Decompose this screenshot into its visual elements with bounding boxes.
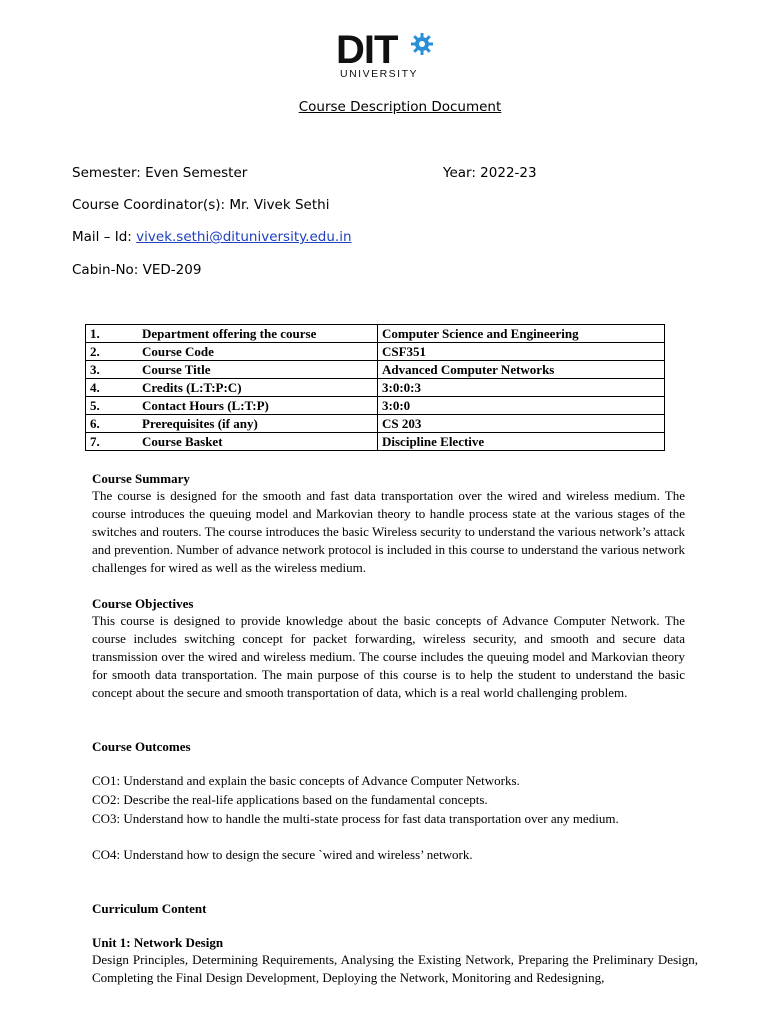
objectives-text: This course is designed to provide knowledge about the basic concepts of Advance Computer Network. The course includes switching concept for packet forwarding, wireless security, and smooth and secure data transmission over the wired and wireless medium. The course includes the queuing model and Markovian theory for smooth data transportation. The main purpose of this course is to help the student to understand the basic concept about the secure and smooth transportation of data, which is a real world challenging problem. — [92, 613, 685, 700]
table-row — [86, 325, 665, 343]
row-value: Discipline Elective — [378, 433, 665, 451]
summary-text: The course is designed for the smooth and fast data transportation over the wired and wireless medium. The course introduces the queuing model and Markovian theory to handle process state at the various stages of the switches and routers. The course introduces the basic Wireless security to understand the various network’s attack and prevention. Number of advance network protocol is included in this course to understand the various network challenges for wired as well as the wireless medium. — [92, 488, 685, 575]
row-number: 4. — [86, 379, 139, 397]
row-label: Course Title — [138, 361, 378, 379]
document-title: Course Description Document — [298, 99, 502, 115]
unit1-heading: Unit 1: Network Design — [92, 935, 224, 950]
gear-icon — [410, 32, 434, 61]
course-info-table — [85, 324, 665, 451]
outcome-item: CO3: Understand how to handle the multi-state process for fast data transportation over any medium. — [92, 811, 619, 826]
outcome-item: CO2: Describe the real-life applications based on the fundamental concepts. — [92, 792, 488, 807]
coordinator-field: Course Coordinator(s): Mr. Vivek Sethi — [72, 197, 330, 213]
row-value: CS 203 — [378, 415, 665, 433]
row-label: Department offering the course — [138, 325, 378, 343]
row-label: Contact Hours (L:T:P) — [138, 397, 378, 415]
logo-text: DIT — [336, 28, 398, 72]
row-label: Course Code — [138, 343, 378, 361]
table-row — [86, 415, 665, 433]
row-value: 3:0:0:3 — [378, 379, 665, 397]
row-number: 3. — [86, 361, 139, 379]
objectives-heading: Course Objectives — [92, 596, 194, 611]
semester-field: Semester: Even Semester — [72, 165, 248, 181]
row-number: 6. — [86, 415, 139, 433]
row-number: 2. — [86, 343, 139, 361]
cabin-field: Cabin-No: VED-209 — [72, 262, 202, 278]
row-value: 3:0:0 — [378, 397, 665, 415]
university-logo — [334, 30, 434, 82]
table-row — [86, 361, 665, 379]
row-label: Course Basket — [138, 433, 378, 451]
outcome-item: CO4: Understand how to design the secure `wired and wireless’ network. — [92, 847, 473, 862]
logo-subtext: UNIVERSITY — [340, 68, 419, 80]
row-number: 7. — [86, 433, 139, 451]
table-row — [86, 397, 665, 415]
row-value: Computer Science and Engineering — [378, 325, 665, 343]
mail-field — [72, 228, 352, 246]
mail-label: Mail – Id: — [72, 229, 137, 245]
table-row — [86, 343, 665, 361]
outcome-item: CO1: Understand and explain the basic concepts of Advance Computer Networks. — [92, 773, 520, 788]
year-field: Year: 2022-23 — [443, 165, 537, 181]
row-label: Credits (L:T:P:C) — [138, 379, 378, 397]
outcomes-heading: Course Outcomes — [92, 739, 191, 754]
mail-link[interactable]: vivek.sethi@dituniversity.edu.in — [136, 229, 352, 245]
row-label: Prerequisites (if any) — [138, 415, 378, 433]
table-row — [86, 379, 665, 397]
row-value: CSF351 — [378, 343, 665, 361]
summary-heading: Course Summary — [92, 471, 190, 486]
row-number: 5. — [86, 397, 139, 415]
table-row — [86, 433, 665, 451]
unit1-text: Design Principles, Determining Requirements, Analysing the Existing Network, Preparing the Preliminary Design, Completing the Final Design Development, Deploying the Network, Monitoring and Redesigning, — [92, 952, 698, 985]
curriculum-heading: Curriculum Content — [92, 901, 207, 916]
row-value: Advanced Computer Networks — [378, 361, 665, 379]
row-number: 1. — [86, 325, 139, 343]
